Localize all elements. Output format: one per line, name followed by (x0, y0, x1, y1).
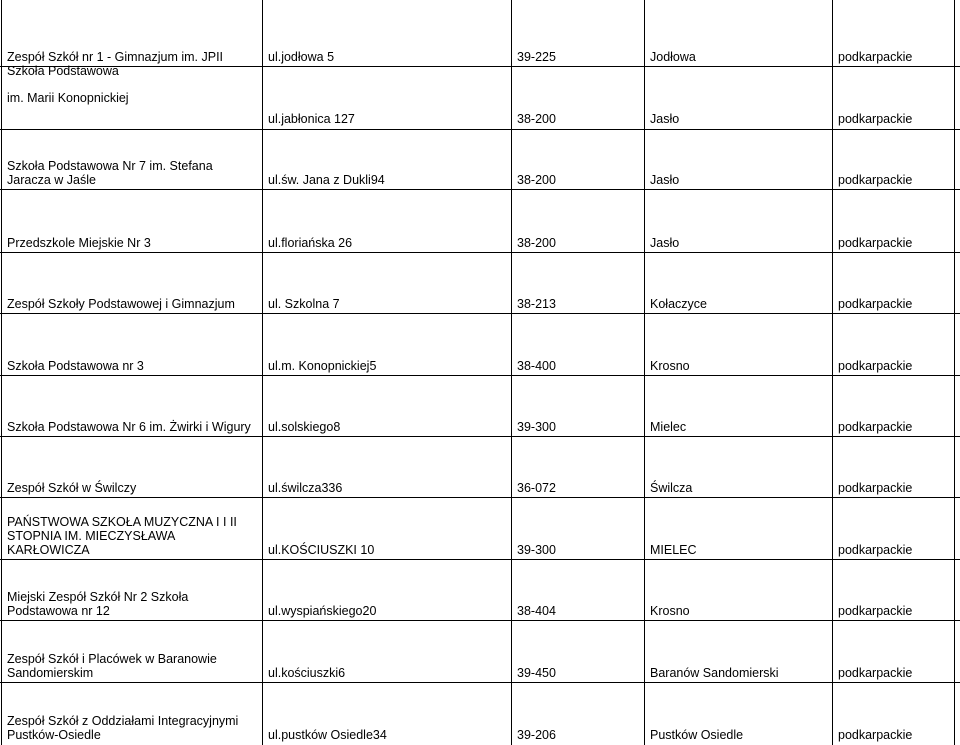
cell-city: Jasło (650, 236, 680, 250)
cell-street: ul.św. Jana z Dukli94 (268, 173, 385, 187)
cell-postal-code: 38-200 (517, 236, 556, 250)
cell-school-name: Zespół Szkół w Świlczy (7, 481, 137, 495)
cell-school-name: PAŃSTWOWA SZKOŁA MUZYCZNA I I II STOPNIA IM. MIECZYSŁAWA KARŁOWICZA (7, 515, 237, 557)
cell-city: Krosno (650, 359, 690, 373)
cell-city: Świlcza (650, 481, 693, 495)
cell-school-name: Zespół Szkół i Placówek w Baranowie Sandomierskim (7, 652, 217, 680)
cell-city: Mielec (650, 420, 687, 434)
cell-school-name: Zespół Szkół nr 1 - Gimnazjum im. JPII (7, 50, 224, 64)
cell-postal-code: 39-300 (517, 543, 556, 557)
table-row (0, 375, 960, 434)
cell-school-name (7, 64, 259, 126)
cell-region: podkarpackie (838, 543, 913, 557)
table-row (0, 559, 960, 618)
cell-postal-code: 39-225 (517, 50, 556, 64)
cell-street: ul.pustków Osiedle34 (268, 728, 387, 742)
cell-postal-code: 36-072 (517, 481, 556, 495)
cell-street: ul.świlcza336 (268, 481, 343, 495)
table-row (0, 620, 960, 680)
cell-city: MIELEC (650, 543, 697, 557)
cell-street: ul.jodłowa 5 (268, 50, 335, 64)
cell-postal-code: 39-300 (517, 420, 556, 434)
cell-street: ul.jabłonica 127 (268, 112, 355, 126)
cell-region: podkarpackie (838, 297, 913, 311)
cell-postal-code: 38-200 (517, 112, 556, 126)
cell-postal-code: 38-404 (517, 604, 556, 618)
table-row (0, 436, 960, 495)
cell-school-name: Miejski Zespół Szkół Nr 2 Szkoła Podstawowa nr 12 (7, 590, 189, 618)
cell-school-name: Szkoła Podstawowa Nr 7 im. Stefana Jaracza w Jaśle (7, 159, 213, 187)
cell-region: podkarpackie (838, 236, 913, 250)
table-row (0, 497, 960, 557)
cell-city: Jasło (650, 112, 680, 126)
cell-street: ul.wyspiańskiego20 (268, 604, 377, 618)
cell-school-name: Zespół Szkół z Oddziałami Integracyjnymi Pustków-Osiedle (7, 714, 239, 742)
cell-city: Kołaczyce (650, 297, 707, 311)
table-row (0, 129, 960, 187)
cell-region: podkarpackie (838, 173, 913, 187)
cell-street: ul.floriańska 26 (268, 236, 353, 250)
cell-school-name: Szkoła Podstawowa nr 3 (7, 359, 144, 373)
cell-region: podkarpackie (838, 666, 913, 680)
cell-region: podkarpackie (838, 112, 913, 126)
cell-postal-code: 39-450 (517, 666, 556, 680)
cell-school-name: Zespół Szkoły Podstawowej i Gimnazjum (7, 297, 235, 311)
cell-region: podkarpackie (838, 420, 913, 434)
cell-region: podkarpackie (838, 359, 913, 373)
cell-street: ul.KOŚCIUSZKI 10 (268, 543, 375, 557)
cell-school-name-line1: Szkoła Podstawowa (7, 64, 119, 78)
cell-street: ul.kościuszki6 (268, 666, 346, 680)
cell-region: podkarpackie (838, 728, 913, 742)
cell-postal-code: 38-213 (517, 297, 556, 311)
cell-city: Jasło (650, 173, 680, 187)
table-row (0, 313, 960, 373)
cell-region: podkarpackie (838, 481, 913, 495)
cell-city: Baranów Sandomierski (650, 666, 779, 680)
cell-street: ul.m. Konopnickiej5 (268, 359, 377, 373)
cell-postal-code: 38-200 (517, 173, 556, 187)
cell-city: Jodłowa (650, 50, 696, 64)
cell-city: Krosno (650, 604, 690, 618)
cell-region: podkarpackie (838, 50, 913, 64)
cell-street: ul.solskiego8 (268, 420, 341, 434)
table-row (0, 0, 960, 64)
cell-school-name: Szkoła Podstawowa Nr 6 im. Żwirki i Wigury (7, 420, 251, 434)
cell-street: ul. Szkolna 7 (268, 297, 340, 311)
cell-postal-code: 38-400 (517, 359, 556, 373)
table-row (0, 682, 960, 742)
table-row (0, 66, 960, 126)
cell-postal-code: 39-206 (517, 728, 556, 742)
table-row (0, 189, 960, 250)
cell-school-name: Przedszkole Miejskie Nr 3 (7, 236, 151, 250)
cell-school-name-line2: im. Marii Konopnickiej (7, 91, 129, 105)
cell-city: Pustków Osiedle (650, 728, 744, 742)
table-row (0, 252, 960, 311)
cell-region: podkarpackie (838, 604, 913, 618)
